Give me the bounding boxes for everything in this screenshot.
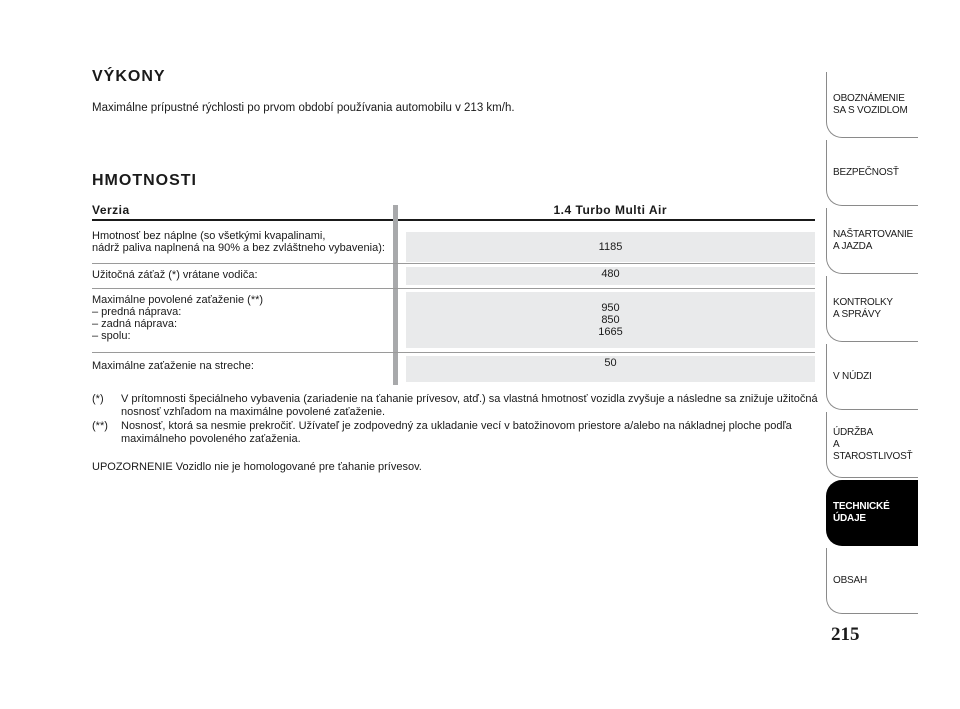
table-header xyxy=(92,203,815,219)
footnote-text: V prítomnosti špeciálneho vybavenia (zariadenie na ťahanie prívesov, atď.) sa vlastná hmotnosť vozidla zvyšuje a následne sa znižuje užitočná nosnosť vzhľadom na maximálne povolené zaťaženie. xyxy=(121,393,818,418)
tab-label: TECHNICKÉ ÚDAJE xyxy=(833,500,890,524)
speed-text: Maximálne prípustné rýchlosti po prvom období používania automobilu v 213 km/h. xyxy=(92,102,515,114)
chapter-tabs xyxy=(826,0,960,709)
tab-label: OBOZNÁMENIE SA S VOZIDLOM xyxy=(833,92,908,116)
section-title-hmotnosti: HMOTNOSTI xyxy=(92,172,197,189)
tab-label: NAŠTARTOVANIE A JAZDA xyxy=(833,228,914,252)
row-value: 480 xyxy=(406,267,815,285)
row-value: 50 xyxy=(406,356,815,382)
footnote-text: Nosnosť, ktorá sa nesmie prekročiť. Užívateľ je zodpovedný za ukladanie vecí v batožinovom priestore a/alebo na nákladnej ploche podľa maximálneho povoleného zaťaženia. xyxy=(121,420,792,445)
tab-label: OBSAH xyxy=(833,574,868,586)
row-value: 950 850 1665 xyxy=(406,292,815,348)
col-header-version: Verzia xyxy=(92,203,130,217)
page-number: 215 xyxy=(831,624,860,645)
tab-label: BEZPEČNOSŤ xyxy=(833,166,899,178)
warning-text: UPOZORNENIE Vozidlo nie je homologované pre ťahanie prívesov. xyxy=(92,461,422,473)
tab-obboznamenie[interactable] xyxy=(826,72,918,138)
tab-bezpecnost[interactable] xyxy=(826,140,918,206)
row-value: 1185 xyxy=(406,232,815,262)
tab-label: V NÚDZI xyxy=(833,370,872,382)
row-divider xyxy=(92,352,815,353)
footnote xyxy=(92,420,817,450)
row-divider xyxy=(92,263,815,264)
row-label: Hmotnosť bez náplne (so všetkými kvapalinami, nádrž paliva naplnená na 90% a bez zvláštneho vybavenia): xyxy=(92,230,385,254)
row-label: Užitočná záťaž (*) vrátane vodiča: xyxy=(92,269,258,281)
tab-kontrolky[interactable] xyxy=(826,276,918,342)
header-divider xyxy=(92,219,815,221)
section-title-vykony: VÝKONY xyxy=(92,68,166,85)
row-divider xyxy=(92,288,815,289)
tab-udrzba[interactable] xyxy=(826,412,918,478)
tab-obsah[interactable] xyxy=(826,548,918,614)
tab-v-nudzi[interactable] xyxy=(826,344,918,410)
column-separator xyxy=(393,205,398,385)
footnote xyxy=(92,393,817,423)
tab-nastartovanie[interactable] xyxy=(826,208,918,274)
tab-label: KONTROLKY A SPRÁVY xyxy=(833,296,893,320)
footnote-mark: (*) xyxy=(92,393,104,405)
tab-technicke-udaje[interactable] xyxy=(826,480,918,546)
footnote-mark: (**) xyxy=(92,420,108,432)
col-header-model: 1.4 Turbo Multi Air xyxy=(553,203,667,217)
row-label: Maximálne zaťaženie na streche: xyxy=(92,360,254,372)
row-label: Maximálne povolené zaťaženie (**) – predná náprava: – zadná náprava: – spolu: xyxy=(92,294,264,342)
tab-label: ÚDRŽBA A STAROSTLIVOSŤ xyxy=(833,426,913,462)
